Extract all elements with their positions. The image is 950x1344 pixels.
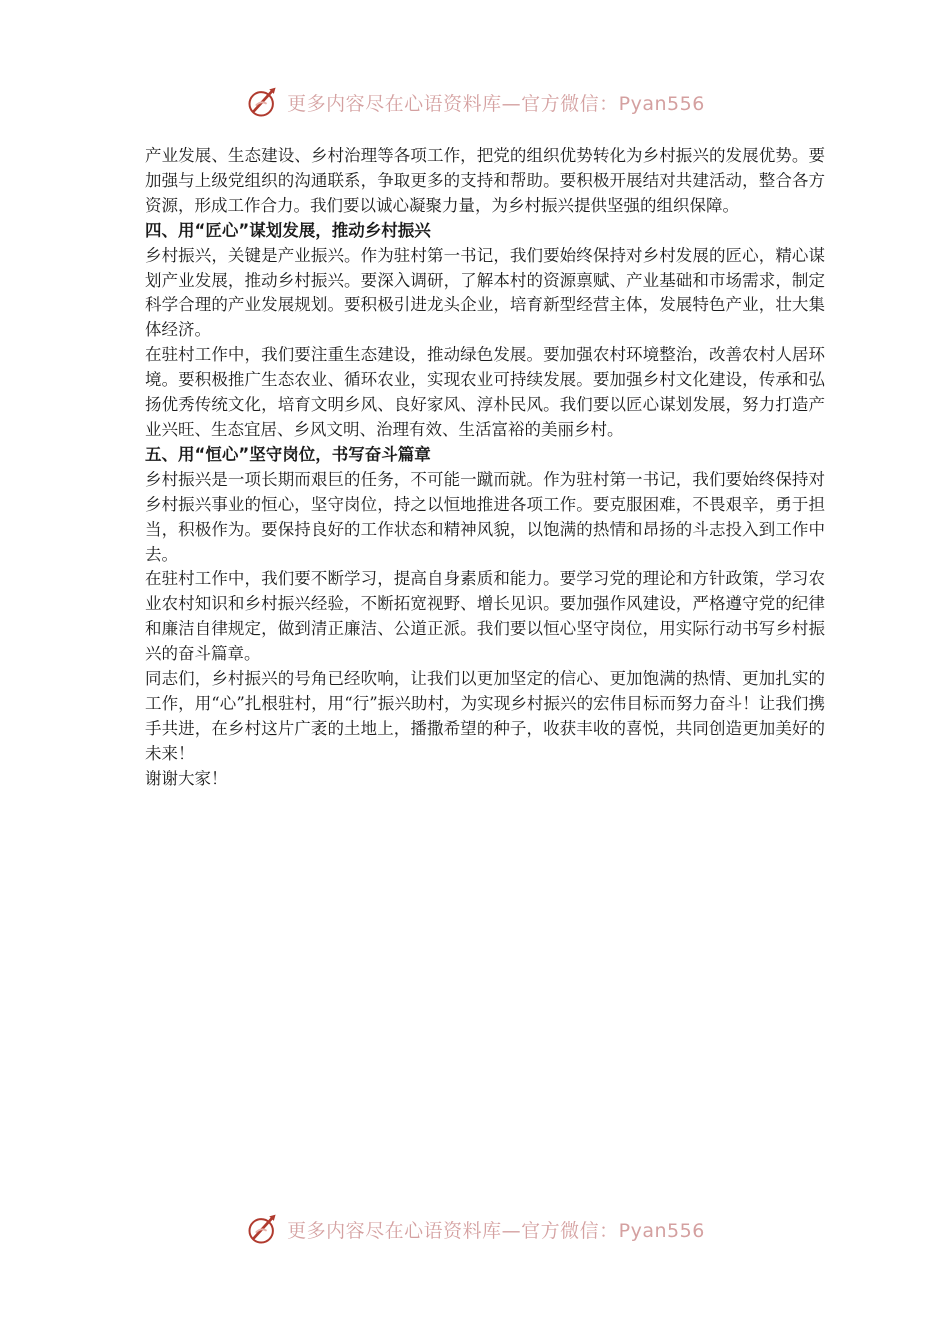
header-banner-text: 更多内容尽在心语资料库—官方微信：Pyan556 [287,92,705,115]
pen-logo-icon [245,1211,281,1247]
paragraph-6: 同志们，乡村振兴的号角已经吹响，让我们以更加坚定的信心、更加饱满的热情、更加扎实的工作，用“心”扎根驻村，用“行”振兴助村，为实现乡村振兴的宏伟目标而努力奋斗！让我们携手共进，在乡村这片广袤的土地上，播撒希望的种子，收获丰收的喜悦，共同创造更加美好的未来！ [145,669,825,763]
paragraph-3: 在驻村工作中，我们要注重生态建设，推动绿色发展。要加强农村环境整治，改善农村人居环境。要积极推广生态农业、循环农业，实现农业可持续发展。要加强乡村文化建设，传承和弘扬优秀传统文化，培育文明乡风、良好家风、淳朴民风。我们要以匠心谋划发展，努力打造产业兴旺、生态宜居、乡风文明、治理有效、生活富裕的美丽乡村。 [145,345,825,439]
document-body [145,144,825,792]
header-banner [0,80,950,124]
footer-banner-text: 更多内容尽在心语资料库—官方微信：Pyan556 [287,1219,705,1242]
paragraph-4: 乡村振兴是一项长期而艰巨的任务，不可能一蹴而就。作为驻村第一书记，我们要始终保持对乡村振兴事业的恒心，坚守岗位，持之以恒地推进各项工作。要克服困难，不畏艰辛，勇于担当，积极作为。要保持良好的工作状态和精神风貌，以饱满的热情和昂扬的斗志投入到工作中去。 [145,469,825,564]
paragraph-1: 产业发展、生态建设、乡村治理等各项工作，把党的组织优势转化为乡村振兴的发展优势。要加强与上级党组织的沟通联系，争取更多的支持和帮助。要积极开展结对共建活动，整合各方资源，形成工作合力。我们要以诚心凝聚力量，为乡村振兴提供坚强的组织保障。 [145,146,825,215]
paragraph-2: 乡村振兴，关键是产业振兴。作为驻村第一书记，我们要始终保持对乡村发展的匠心，精心谋划产业发展，推动乡村振兴。要深入调研，了解本村的资源禀赋、产业基础和市场需求，制定科学合理的产业发展规划。要积极引进龙头企业，培育新型经营主体，发展特色产业，壮大集体经济。 [145,245,825,340]
closing-line: 谢谢大家！ [145,768,228,788]
footer-banner [0,1207,950,1251]
section-heading-4: 四、用“匠心”谋划发展，推动乡村振兴 [145,220,431,240]
section-heading-5: 五、用“恒心”坚守岗位，书写奋斗篇章 [145,444,431,464]
pen-logo-icon [245,84,281,120]
paragraph-5: 在驻村工作中，我们要不断学习，提高自身素质和能力。要学习党的理论和方针政策，学习农业农村知识和乡村振兴经验，不断拓宽视野、增长见识。要加强作风建设，严格遵守党的纪律和廉洁自律规定，做到清正廉洁、公道正派。我们要以恒心坚守岗位，用实际行动书写乡村振兴的奋斗篇章。 [145,569,825,664]
